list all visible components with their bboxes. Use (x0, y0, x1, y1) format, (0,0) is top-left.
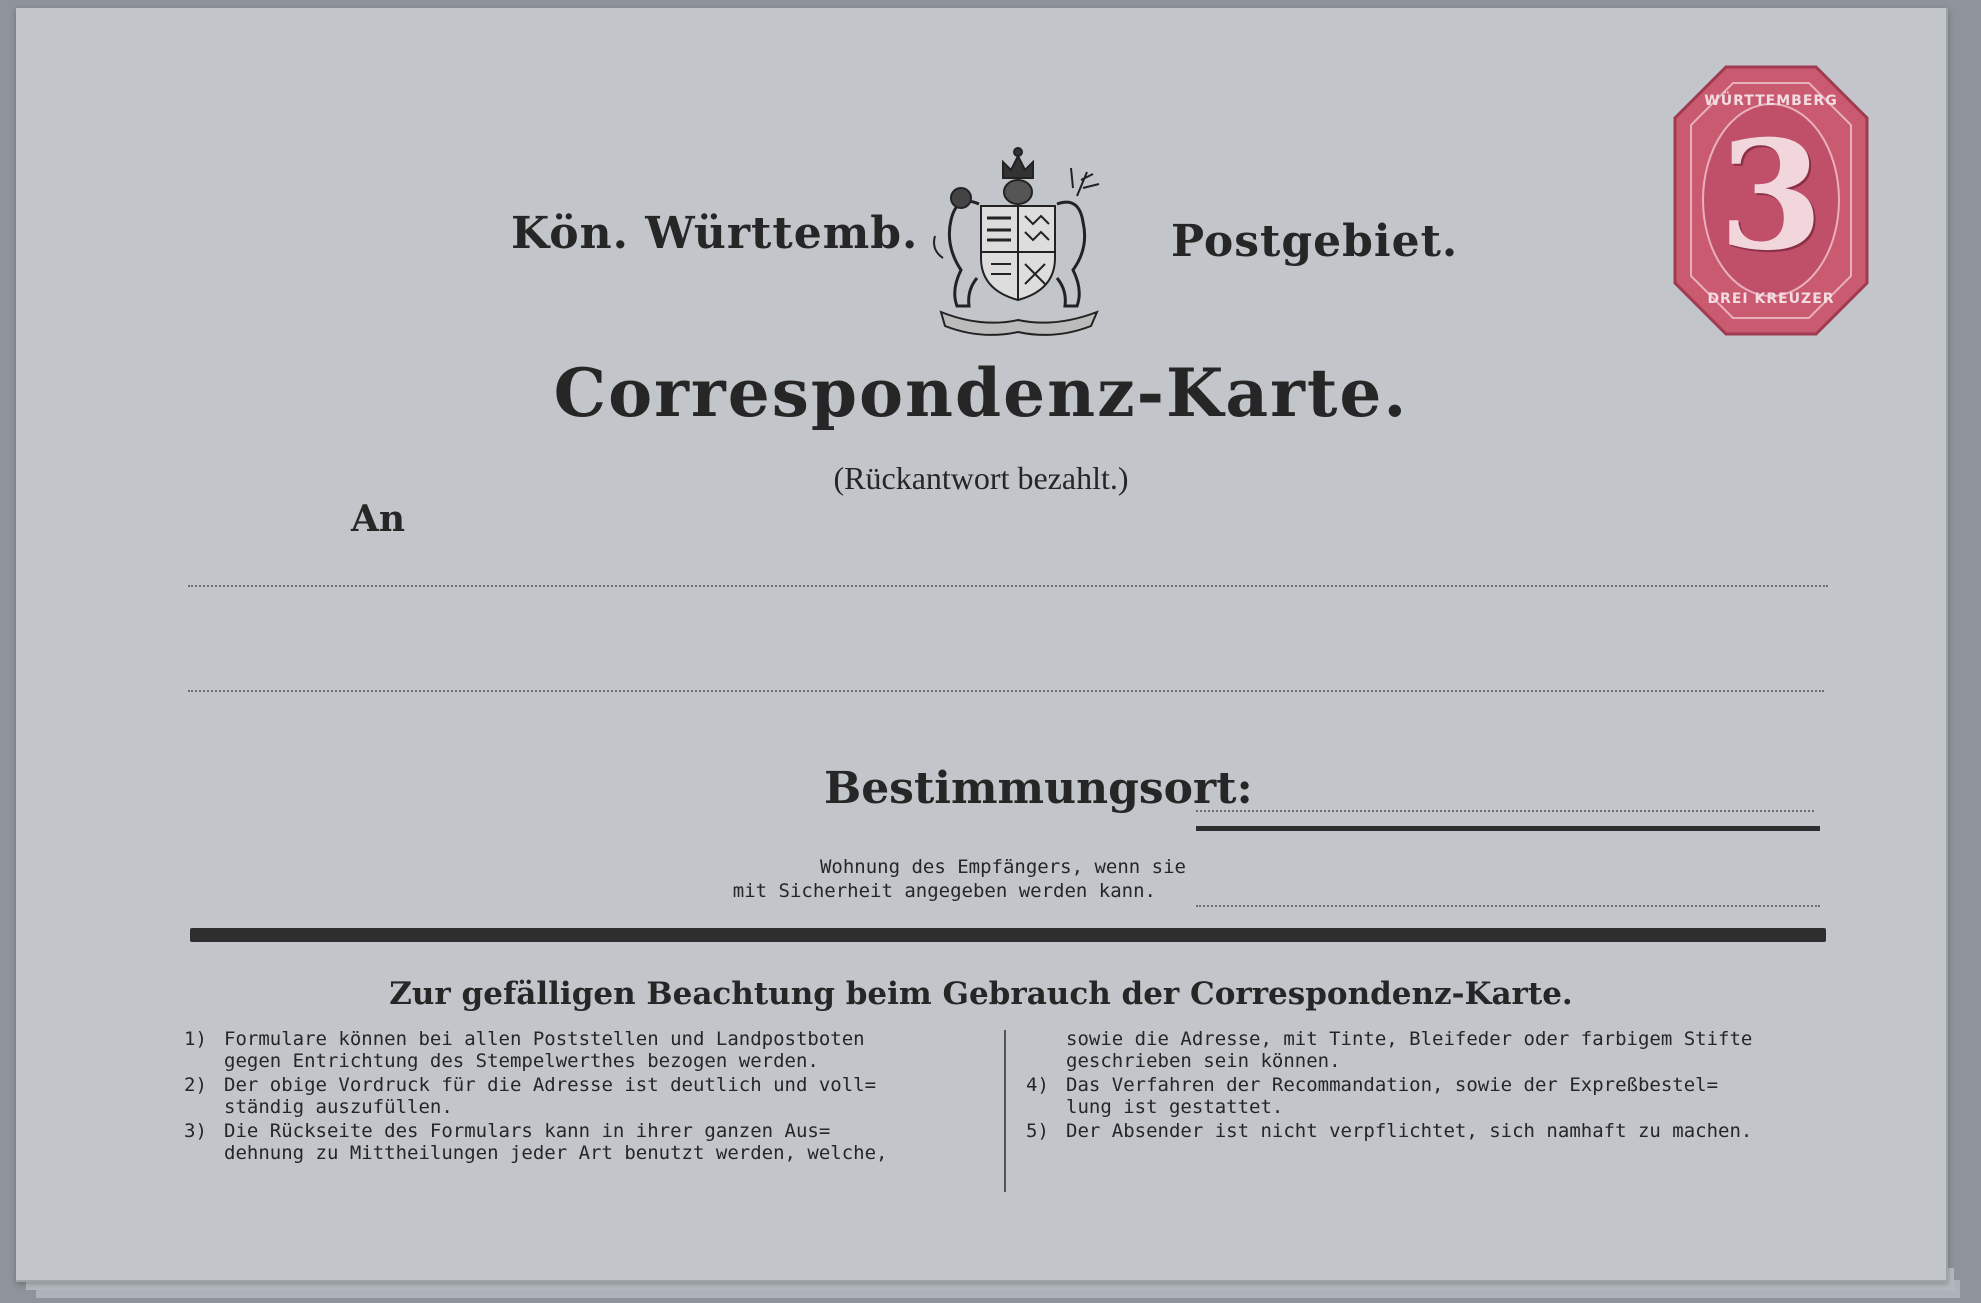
residence-line-1: Wohnung des Empfängers, wenn sie (819, 856, 1186, 878)
note-item (184, 1074, 1004, 1118)
wurttemberg-coat-of-arms-icon (921, 140, 1116, 340)
note-item (1026, 1120, 1846, 1142)
destination-label: Bestimmungsort: (824, 763, 1253, 814)
residence-line[interactable] (1196, 905, 1820, 907)
note-item (184, 1028, 1004, 1072)
divider-bar (190, 928, 1826, 942)
note-number: 1) (184, 1028, 207, 1050)
destination-line[interactable] (1196, 826, 1820, 831)
note-text: Der obige Vordruck für die Adresse ist deutlich und voll= (224, 1074, 877, 1096)
note-text: ständig auszufüllen. (224, 1096, 453, 1118)
note-number: 3) (184, 1120, 207, 1142)
note-item-continued (1026, 1028, 1846, 1072)
notes-heading: Zur gefälligen Beachtung beim Gebrauch der Correspondenz-Karte. (389, 976, 1573, 1012)
address-line-1[interactable] (188, 585, 1828, 587)
note-number: 5) (1026, 1120, 1049, 1142)
residence-line-2: mit Sicherheit angegeben werden kann. (732, 880, 1156, 902)
note-number: 2) (184, 1074, 207, 1096)
note-text: geschrieben sein können. (1066, 1050, 1341, 1072)
note-text: dehnung zu Mittheilungen jeder Art benutzt werden, welche, (224, 1142, 888, 1164)
column-separator (1004, 1030, 1006, 1192)
stamp-top-text: WÜRTTEMBERG (1704, 93, 1838, 109)
destination-line-dotted (1196, 810, 1814, 812)
address-label: An (351, 498, 406, 540)
note-text: lung ist gestattet. (1066, 1096, 1284, 1118)
note-text: Formulare können bei allen Poststellen und Landpostboten (224, 1028, 865, 1050)
note-item (1026, 1074, 1846, 1118)
postage-stamp (1671, 63, 1871, 338)
header-left: Kön. Württemb. (511, 208, 919, 259)
header-right: Postgebiet. (1171, 216, 1459, 267)
notes-left-column (184, 1028, 1004, 1164)
note-text: Das Verfahren der Recommandation, sowie der Expreßbestel= (1066, 1074, 1719, 1096)
stamp-bottom-text: DREI KREUZER (1707, 291, 1835, 307)
note-text: Die Rückseite des Formulars kann in ihrer ganzen Aus= (224, 1120, 831, 1142)
address-line-2[interactable] (188, 690, 1824, 692)
card-title: Correspondenz-Karte. (553, 354, 1409, 432)
stamp-value: 3 (1718, 108, 1824, 284)
card-subtitle: (Rückantwort bezahlt.) (833, 460, 1129, 496)
note-text: Der Absender ist nicht verpflichtet, sich namhaft zu machen. (1066, 1120, 1753, 1142)
correspondence-card (16, 8, 1948, 1282)
note-text: sowie die Adresse, mit Tinte, Bleifeder oder farbigem Stifte (1066, 1028, 1753, 1050)
note-number: 4) (1026, 1074, 1049, 1096)
notes-right-column (1026, 1028, 1846, 1142)
note-item (184, 1120, 1004, 1164)
note-text: gegen Entrichtung des Stempelwerthes bezogen werden. (224, 1050, 819, 1072)
